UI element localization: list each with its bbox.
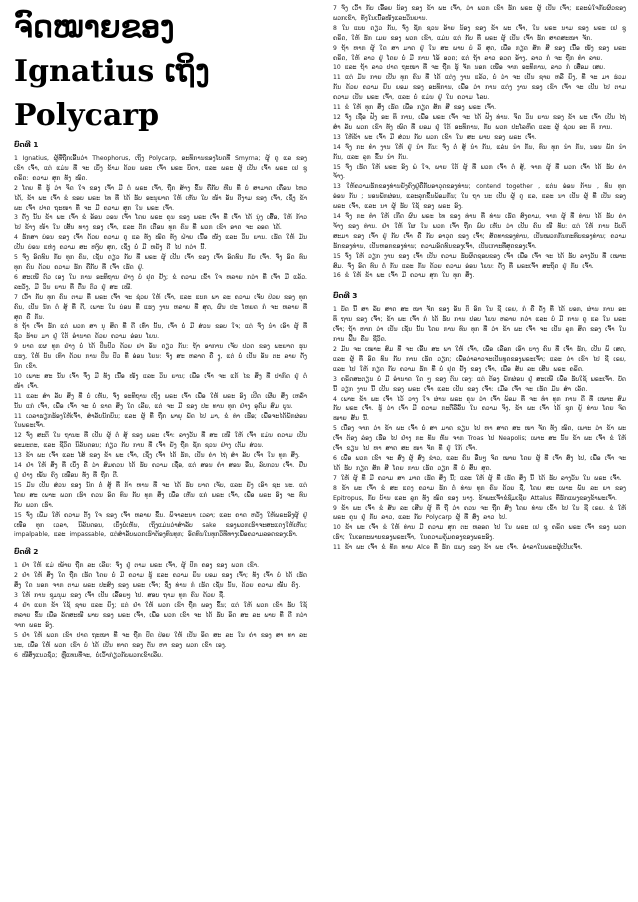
verse-paragraph: 3 ໃຫ້ ການ ຊຸມນຸມ ຂອງ ເຈົ້າ ເປັນ ເລື້ອຍໆ ໄປ. ສອບ ຖາມ ທຸກ ຄົນ ດ້ວຍ ຊື່. (14, 592, 225, 600)
verse-paragraph: 1 ຢ່າ ໃຫ້ ແມ່ ໝ້າຍ ຖືກ ລະ ເລີຍ: ຈົ່ງ ຢູ່ ຕາມ ພຣະ ເຈົ້າ, ຜູ້ ປົກ ຄອງ ຂອງ ພວກ ເຂົາ. (14, 562, 260, 570)
verse-paragraph: 5 ຈົ່ງ ອົດທົນ ກັບ ທຸກ ຄົນ, ເຊັ່ນ ດຽວ ກັບ ທີ່ ພຣະ ຜູ້ ເປັນ ເຈົ້າ ຂອງ ເຈົ້າ ອົດທົນ ກັບ ເຈົ້າ. ຈົ່ງ ອົດ ທົນ ທຸກ ຄົນ ດ້ວຍ ຄວາມ ຮັກ ຄືກັບ ທີ່ ເຈົ້າ ເຮັດ ຢູ່. (14, 254, 307, 271)
verse-paragraph: 11 ຂໍ ໃຫ້ ທຸກ ສິ່ງ ເຮັດ ເພື່ອ ກຽດ ສັກ ສີ ຂອງ ພຣະ ເຈົ້າ. (333, 104, 497, 112)
verse-paragraph: 9 ຂ້າ ພະ ເຈົ້າ ຂໍ ສັນ ລະ ເສີນ ຜູ້ ທີ່ ຖື ວ່າ ຄວນ ຈະ ຖືກ ສົ່ງ ໂດຍ ທ່ານ ເຂົ້າ ໄປ ໃນ ຊີ ເຣຍ. ຂໍ ໃຫ້ ພຣະ ຄຸນ ຢູ່ ກັບ ລາວ, ແລະ ກັບ Polycarp ຜູ້ ທີ່ ສົ່ງ ລາວ ໄປ. (333, 504, 626, 522)
left-column (14, 140, 307, 660)
right-column (333, 4, 626, 553)
verse-paragraph: 2 ໂດຍ ທີ່ ຮູ້ ວ່າ ຈິດ ໃຈ ຂອງ ເຈົ້າ ມີ ຕໍ່ ພຣະ ເຈົ້າ, ຖືກ ສ້າງ ຂຶ້ນ ຄືກັບ ຫີນ ທີ່ ບໍ່ ສາມາດ ເຄື່ອນ ໄຫວ ໄດ້, ຂ້າ ພະ ເຈົ້າ ຂໍ ຂອບ ພຣະ ໄທ ທີ່ ໄດ້ ຮັບ ອະນຸຍາດ ໃຫ້ ເຫັນ ໃບ ໜ້າ ອັນ ດີງາມ ຂອງ ເຈົ້າ, ເຊິ່ງ ຂ້າພະ ເຈົ້າ ປາດ ຖະໜາ ທີ່ ຈະ ມີ ຄວາມ ສຸກ ໃນ ພຣະ ເຈົ້າ. (14, 184, 307, 212)
verse-paragraph: 6 ເພື່ອ ພວກ ເຂົາ ຈະ ສົ່ງ ຜູ້ ສົ່ງ ຂ່າວ, ແລະ ຄົນ ອື່ນໆ ຈົດ ໝາຍ ໂດຍ ຜູ້ ທີ່ ເຈົ້າ ສົ່ງ ໄປ, ເພື່ອ ເຈົ້າ ຈະ ໄດ້ ຮັບ ກຽດ ສັກ ສີ ໂດຍ ການ ເຮັດ ວຽກ ທີ່ ບໍ່ ສິ້ນ ສຸດ. (333, 454, 626, 472)
verse-paragraph: 14 ຈົ່ງ ກະ ທຳ ໃຫ້ ເກີດ ຜົນ ພຣະ ໄທ ຂອງ ທ່ານ ທີ່ ທ່ານ ເຮັດ ສົງຄາມ, ຈາກ ຜູ້ ທີ່ ທ່ານ ໄດ້ ຮັບ ຄ່າ ຈ້າງ ຂອງ ທ່ານ. ຢ່າ ໃຫ້ ໃຜ ໃນ ພວກ ເຈົ້າ ຖືກ ພົບ ເຫັນ ວ່າ ເປັນ ຄົນ ໜີ ທັບ: ແຕ່ ໃຫ້ ການ ບັບຕິ ສະມາ ຂອງ ເຈົ້າ ຢູ່ ກັບ ເຈົ້າ ຄື ກັບ ອາວຸດ ຂອງ ເຈົ້າ; ສັດທາຂອງທ່ານ, ເປັນໝວກກັນກະທົບຂອງທ່ານ; ຄວາມຮັກຂອງທ່ານ, ເປັນຫອກຂອງທ່ານ; ຄວາມອົດທົນຂອງເຈົ້າ, ເປັນເກາະທີ່ສຸດຂອງເຈົ້າ. (333, 213, 626, 250)
verse-paragraph: 15 ມັນ ເປັນ ສ່ວນ ຂອງ ນັກ ຕໍ່ ສູ້ ທີ່ ກ້າ ຫານ ທີ່ ຈະ ໄດ້ ຮັບ ບາດ ເຈັບ, ແລະ ຍັງ ເອົາ ຊະ ນະ. ແຕ່ ໂດຍ ສະ ເພາະ ພວກ ເຮົາ ຄວນ ອົດ ທົນ ກັບ ທຸກ ສິ່ງ ເພື່ອ ເຫັນ ແກ່ ພຣະ ເຈົ້າ, ເພື່ອ ພຣະ ອົງ ຈະ ທົນ ກັບ ພວກ ເຮົາ. (14, 481, 307, 509)
verse-paragraph: 4 ຢ່າ ແຍກ ຂ້າ ໃຊ້ ຊາຍ ແລະ ຍິງ; ແຕ່ ຢ່າ ໃຫ້ ພວກ ເຂົາ ຖືກ ພອງ ຂຶ້ນ; ແຕ່ ໃຫ້ ພວກ ເຂົາ ຮັບ ໃຊ້ ຫລາຍ ຂຶ້ນ ເພື່ອ ລັດສະໝີ ພາບ ຂອງ ພຣະ ເຈົ້າ, ເພື່ອ ພວກ ເຂົາ ຈະ ໄດ້ ຮັບ ອິດ ສະ ລະ ພາບ ທີ່ ດີ ກວ່າ ຈາກ ພຣະ ອົງ. (14, 601, 307, 629)
verse-paragraph: 10 ຂ້າ ພະ ເຈົ້າ ຂໍ ໃຫ້ ທ່ານ ມີ ຄວາມ ສຸກ ຕະ ຫລອດ ໄປ ໃນ ພຣະ ເຢ ຊູ ຄຣິດ ພຣະ ເຈົ້າ ຂອງ ພວກ ເຮົາ; ໃນເອກະພາບຂອງພຣະເຈົ້າ, ໃນຄວາມຄຸ້ມຄອງຂອງພຣະອົງ. (333, 524, 626, 542)
chapter-heading: ບົດທີ 2 (14, 547, 39, 557)
chapter-heading: ບົດທີ 1 (14, 140, 39, 149)
verse-paragraph: 12 ຈົ່ງ ສະຕິ ໃນ ຖານະ ທີ່ ເປັນ ຜູ້ ຕໍ່ ສູ້ ຂອງ ພຣະ ເຈົ້າ: ລາງວັນ ທີ່ ສະ ເໜີ ໃຫ້ ເຈົ້າ ແມ່ນ ຄວາມ ເປັນ ອະມະຕະ, ແລະ ຊີວິດ ນິລັນດອນ; ກ່ຽວ ກັບ ການ ທີ່ ເຈົ້າ ຍັງ ຖືກ ຊັກ ຊວນ ຢ່າງ ເຕັມ ສ່ວນ. (14, 432, 307, 450)
chapter-2-continued (333, 4, 626, 281)
verse-paragraph: 16 ຂໍ ໃຫ້ ຂ້າ ພະ ເຈົ້າ ມີ ຄວາມ ສຸກ ໃນ ທຸກ ສິ່ງ. (333, 272, 475, 280)
verse-paragraph: 11 ແລະ ສຳ ລັບ ສິ່ງ ທີ່ ບໍ່ ເຫັນ, ຈົ່ງ ອະທິຖານ ເຖິງ ພຣະ ເຈົ້າ ເພື່ອ ໃຫ້ ພຣະ ອົງ ເປີດ ເຜີຍ ສິ່ງ ເຫລົ່າ ນັ້ນ ແກ່ ເຈົ້າ, ເພື່ອ ເຈົ້າ ຈະ ບໍ່ ຂາດ ສິ່ງ ໃດ ເລີຍ, ແຕ່ ຈະ ມີ ຂອງ ປະ ທານ ທຸກ ຢ່າງ ອຸດົມ ສົມ ບູນ. (14, 392, 307, 410)
verse-paragraph: 15 ຈົ່ງ ໃຫ້ ວຽກ ງານ ຂອງ ເຈົ້າ ເປັນ ຄວາມ ຮັບຜິດຊອບຂອງ ເຈົ້າ ເພື່ອ ເຈົ້າ ຈະ ໄດ້ ຮັບ ລາງວັນ ທີ່ ເໝາະ ສົມ. ຈົ່ງ ອົດ ທົນ ຕໍ່ ກັນ ແລະ ກັນ ດ້ວຍ ຄວາມ ອ່ອນ ໂຍນ: ດັ່ງ ທີ່ ພຣະເຈົ້າ ສະຖິດ ຢູ່ ກັບ ເຈົ້າ. (333, 252, 626, 270)
chapter-heading: ບົດທີ 3 (333, 291, 358, 301)
chapter-1 (14, 140, 307, 540)
verse-paragraph: 8 ຖ້າ ເຈົ້າ ຮັກ ແຕ່ ພວກ ສາ ນຸ ສິດ ທີ່ ດີ ເທົ່າ ນັ້ນ, ເຈົ້າ ບໍ່ ມີ ສ່ວນ ຂອບ ໃຈ; ແຕ່ ຈົ່ງ ນຳ ເອົາ ຜູ້ ທີ່ ຊົ່ວ ຮ້າຍ ມາ ຢູ່ ໃຕ້ ອຳນາດ ດ້ວຍ ຄວາມ ອ່ອນ ໂຍນ. (14, 323, 307, 341)
verse-paragraph: 10 ເພາະ ສະ ນັ້ນ ເຈົ້າ ຈຶ່ງ ມີ ທັງ ເນື້ອ ໜັງ ແລະ ວິນ ຍານ; ເພື່ອ ເຈົ້າ ຈະ ແກ້ ໄຂ ສິ່ງ ທີ່ ປາກົດ ຢູ່ ຕໍ່ ໜ້າ ເຈົ້າ. (14, 372, 307, 390)
verse-paragraph: 7 ເວົ້າ ກັບ ທຸກ ຄົນ ຕາມ ທີ່ ພຣະ ເຈົ້າ ຈະ ຊ່ວຍ ໃຫ້ ເຈົ້າ, ແລະ ແບກ ພາ ລະ ຄວາມ ເຈັບ ປ່ວຍ ຂອງ ທຸກ ຄົນ, ເປັນ ນັກ ຕໍ່ ສູ້ ທີ່ ດີ, ເພາະ ໃນ ບ່ອນ ທີ່ ແຮງ ງານ ຫລາຍ ທີ່ ສຸດ, ຜົນ ປະ ໂຫຍດ ກໍ ຈະ ຫລາຍ ທີ່ ສຸດ ຄື ກັນ. (14, 293, 307, 321)
verse-paragraph: 11 ຂ້າ ພະ ເຈົ້າ ຂໍ ທັກ ທາຍ Alce ທີ່ ຮັກ ແພງ ຂອງ ຂ້າ ພະ ເຈົ້າ. ອຳລາໃນພຣະຜູ້ເປັນເຈົ້າ. (333, 544, 583, 552)
verse-paragraph: 13 ໃຫ້ຄວາມຮັກຂອງທ່ານຍັງຄົງຢູ່ຄືກັບອາວຸດຂອງທ່ານ; contend together , ແຕ່ນ ອ່ອນ ກ້ານ , ທົນ ທຸກ ອ່ອນ ກັນ ; ນອນພັກຜ່ອນ, ແລະລຸກຂຶ້ນພ້ອມກັນ; ໃນ ຖາ ນະ ເປັນ ຜູ້ ດູ ແລ, ແລະ ນາ ເປັນ ຜູ້ ທີ່ ເປັນ ຂອງ ພຣະ ເຈົ້າ, ແລະ ນາ ຜູ້ ຮັບ ໃຊ້ ຂອງ ພຣະ ອົງ. (333, 183, 626, 211)
verse-paragraph: 5 ເນື່ອງ ຈາກ ວ່າ ຂ້າ ພະ ເຈົ້າ ບໍ່ ສາ ມາດ ຂຽນ ໄປ ຫາ ສາດ ສະ ໜາ ຈັກ ທັງ ໝົດ, ເພາະ ວ່າ ຂ້າ ພະ ເຈົ້າ ຕ້ອງ ລ່ອງ ເຮືອ ໄປ ຢ່າງ ກະ ທັນ ຫັນ ຈາກ Troas ໄປ Neapolis; ເພາະ ສະ ນັ້ນ ຂ້າ ພະ ເຈົ້າ ຂໍ ໃຫ້ ເຈົ້າ ຂຽນ ໄປ ຫາ ສາດ ສະ ໜາ ຈັກ ທີ່ ຢູ່ ໃກ້ ເຈົ້າ. (333, 425, 626, 453)
verse-paragraph: 15 ຈົ່ງ ເຮັດ ໃຫ້ ພຣະ ອົງ ພໍ ໃຈ, ພາຍ ໃຕ້ ຜູ້ ທີ່ ພວກ ເຈົ້າ ຕໍ່ ສູ້, ຈາກ ຜູ້ ທີ່ ພວກ ເຈົ້າ ໄດ້ ຮັບ ຄ່າ ຈ້າງ. (333, 163, 626, 181)
verse-paragraph: 9 ຖ້າ ຫາກ ຜູ້ ໃດ ສາ ມາດ ຢູ່ ໃນ ສະ ພາບ ບໍ ລິ ສຸດ, ເພື່ອ ກຽດ ສັກ ສີ ຂອງ ເນື້ອ ໜັງ ຂອງ ພຣະ ຄຣິດ, ໃຫ້ ລາວ ຢູ່ ໂດຍ ບໍ່ ມີ ການ ໂອ້ ອວດ; ແຕ່ ຖ້າ ລາວ ອວດ ອ້າງ, ລາວ ກໍ ຈະ ຖືກ ທຳ ລາຍ. (333, 44, 626, 62)
verse-paragraph: 1 Ignatius, ຜູ້ທີ່ຖືກເອີ້ນວ່າ Theophorus, ເຖິງ Polycarp, ອະທິການຂອງໂບດທີ່ Smyrna; ຜູ້ ດູ ແລ ຂອງ ເຂົາ ເຈົ້າ, ແຕ່ ແມ່ນ ທີ່ ຈະ ເບິ່ງ ຂ້າມ ດ້ວຍ ພຣະ ເຈົ້າ ພຣະ ບິດາ, ແລະ ພຣະ ຜູ້ ເປັນ ເຈົ້າ ພຣະ ເຢ ຊູ ຄຣິດ: ຄວາມ ສຸກ ທັງ ໝົດ. (14, 155, 307, 182)
verse-paragraph: 6 ໜີສິ່ງແນວຊົ່ວ; ຫຼືແທນທີ່ຈະ, ບໍ່ເວົ້າກ່ຽວກັບພວກເຂົາເລີຍ. (14, 651, 164, 659)
verse-paragraph: 3 ຄຣິດສະຕຽນ ບໍ່ ມີ ອຳນາດ ໃດ ໆ ຂອງ ຕົນ ເອງ: ແຕ່ ຕ້ອງ ພັກຜ່ອນ ຢູ່ ສະເໝີ ເພື່ອ ຮັບໃຊ້ ພຣະເຈົ້າ. ບັດ ນີ້ ວຽກ ງານ ນີ້ ເປັນ ຂອງ ພຣະ ເຈົ້າ ແລະ ເປັນ ຂອງ ເຈົ້າ: ເມື່ອ ເຈົ້າ ຈະ ເຮັດ ມັນ ສຳ ເລັດ. (333, 375, 626, 393)
verse-paragraph: 3 ດັ່ງ ນັ້ນ ຂ້າ ພະ ເຈົ້າ ຂໍ ອ້ອນ ວອນ ເຈົ້າ ໂດຍ ພຣະ ຄຸນ ຂອງ ພຣະ ເຈົ້າ ທີ່ ເຈົ້າ ໄດ້ ນຸ່ງ ເສື້ອ, ໃຫ້ ກ້າວ ໄປ ຂ້າງ ໜ້າ ໃນ ເສັ້ນ ທາງ ຂອງ ເຈົ້າ, ແລະ ຕັກ ເຕືອນ ທຸກ ຄົນ ທີ່ ພວກ ເຂົາ ອາດ ຈະ ລອດ ໄດ້. (14, 214, 307, 232)
verse-paragraph: 5 ຢ່າ ໃຫ້ ພວກ ເຂົາ ປາດ ຖະໜາ ທີ່ ຈະ ຖືກ ປົດ ປ່ອຍ ໃຫ້ ເປັນ ອິດ ສະ ລະ ໃນ ຄ່າ ຂອງ ສາ ທາ ລະ ນະ, ເພື່ອ ໃຫ້ ພວກ ເຂົາ ບໍ່ ໄດ້ ເປັນ ທາດ ຂອງ ຕັນ ຫາ ຂອງ ພວກ ເຂົາ ເອງ. (14, 631, 307, 649)
chapter-3 (333, 291, 626, 553)
verse-paragraph: 4 ເພາະ ຂ້າ ພະ ເຈົ້າ ໄວ້ ວາງ ໃຈ ຜ່ານ ພຣະ ຄຸນ ວ່າ ເຈົ້າ ພ້ອມ ທີ່ ຈະ ທຳ ທຸກ ການ ດີ ທີ່ ເໝາະ ສົມ ກັບ ພຣະ ເຈົ້າ. ຮູ້ ວ່າ ເຈົ້າ ມີ ຄວາມ ກະຕືລືລົ້ນ ໃນ ຄວາມ ຈິງ, ຂ້າ ພະ ເຈົ້າ ໄດ້ ຊຸກ ຍູ້ ທ່ານ ໂດຍ ຈົດ ໝາຍ ສັ້ນ ນີ້. (333, 395, 626, 423)
verse-paragraph: 11 ເວລາຮຽກຮ້ອງໃຫ້ເຈົ້າ, ສຳລັບນັກບິນ; ແລະ ຜູ້ ທີ່ ຖືກ ພາຍຸ ພັດ ໄປ ມາ, ຂໍ ທ່າ ເຮືອ; ເພື່ອຈະໄດ້ພັກຜ່ອນໃນພຣະເຈົ້າ. (14, 412, 307, 430)
verse-paragraph: 14 ຢ່າ ໃຫ້ ສິ່ງ ທີ່ ເບິ່ງ ຄື ວ່າ ສົມຄວນ ໄດ້ ຮັບ ຄວາມ ເຊື່ອ, ແຕ່ ສອນ ຄຳ ສອນ ອື່ນ, ລົບກວນ ເຈົ້າ. ຢືນ ຢູ່ ຢ່າງ ໝັ້ນ ຄົງ ເໝືອນ ທັ່ງ ທີ່ ຖືກ ຕີ. (14, 462, 307, 479)
verse-paragraph: 11 ແຕ່ ມັນ ກາຍ ເປັນ ທຸກ ຄົນ ທີ່ ໄດ້ ແຕ່ງ ງານ ແລ້ວ, ບໍ່ ວ່າ ຈະ ເປັນ ຊາຍ ຫລື ຍິງ, ທີ່ ຈະ ມາ ຮ່ວມ ກັນ ດ້ວຍ ຄວາມ ຍິນ ຍອມ ຂອງ ອະທິການ, ເພື່ອ ວ່າ ການ ແຕ່ງ ງານ ຂອງ ເຂົາ ເຈົ້າ ຈະ ເປັນ ໄປ ຕາມ ຄວາມ ເປັນ ພຣະ ເຈົ້າ, ແລະ ບໍ່ ແມ່ນ ຢູ່ ໃນ ຄວາມ ໂລບ. (333, 74, 626, 102)
verse-paragraph: 13 ໃຫ້ຂ້າ ພະ ເຈົ້າ ມີ ສ່ວນ ກັບ ພວກ ເຂົາ ໃນ ສະ ພາບ ຂອງ ພຣະ ເຈົ້າ. (333, 133, 537, 141)
verse-paragraph: 2 ມັນ ຈະ ເໝາະ ສົມ ທີ່ ຈະ ເອີ້ນ ສະ ພາ ໃຫ້ ເຈົ້າ, ເພື່ອ ເລືອກ ເອົາ ບາງ ຄົນ ທີ່ ເຈົ້າ ຮັກ, ເປັນ ພິ ເສດ, ແລະ ຜູ້ ທີ່ ອົດ ທົນ ກັບ ການ ເຮັດ ວຽກ; ເພື່ອວ່າລາວຈະເປັນທູດຂອງພຣະເຈົ້າ; ແລະ ວ່າ ເຂົາ ໄປ ຊີ ເຣຍ, ແລະ ໄປ ໃຫ້ ກຽດ ກັບ ຄວາມ ຮັກ ທີ່ ບໍ່ ຢຸດ ຢັ້ງ ຂອງ ເຈົ້າ, ເພື່ອ ສັນ ລະ ເສີນ ພຣະ ຄຣິດ. (333, 346, 626, 373)
verse-paragraph: 2 ຢ່າ ໃຫ້ ສິ່ງ ໃດ ຖືກ ເຮັດ ໂດຍ ບໍ່ ມີ ຄວາມ ຮູ້ ແລະ ຄວາມ ຍິນ ຍອມ ຂອງ ເຈົ້າ; ທັງ ເຈົ້າ ບໍ່ ໄດ້ ເຮັດ ສິ່ງ ໃດ ນອກ ຈາກ ຕາມ ພຣະ ປະສົງ ຂອງ ພຣະ ເຈົ້າ; ຊຶ່ງ ທ່ານ ກໍ ເຮັດ ເຊັ່ນ ນັ້ນ, ດ້ວຍ ຄວາມ ໝັ້ນ ຄົງ. (14, 572, 307, 590)
verse-paragraph: 14 ຈົ່ງ ກະ ທຳ ງານ ໃຫ້ ຢູ່ ນຳ ກັນ: ຈົ່ງ ຕໍ່ ສູ້ ນຳ ກັນ, ແລ່ນ ນຳ ກັນ, ທົນ ທຸກ ນຳ ກັນ, ນອນ ພັກ ນຳ ກັນ, ແລະ ລຸກ ຂຶ້ນ ນຳ ກັນ. (333, 143, 626, 161)
verse-paragraph: 8 ຂ້າ ພະ ເຈົ້າ ຂໍ ສະ ແດງ ຄວາມ ຮັກ ຕໍ່ ທ່ານ ທຸກ ຄົນ ດ້ວຍ ຊື່, ໂດຍ ສະ ເພາະ ພັນ ລະ ຍາ ຂອງ Epitropus, ກັບ ບ້ານ ແລະ ລູກ ທັງ ໝົດ ຂອງ ນາງ. ຂ້າພະເຈົ້າຂໍຊົມເຊີຍ Attalus ທີ່ຮັກແພງຂອງຂ້າພະເຈົ້າ. (333, 484, 626, 502)
verse-paragraph: 8 ໃນ ແບບ ດຽວ ກັນ, ຈົ່ງ ຊັກ ຊວນ ອ້າຍ ນ້ອງ ຂອງ ຂ້າ ພະ ເຈົ້າ, ໃນ ພຣະ ນາມ ຂອງ ພຣະ ເຢ ຊູ ຄຣິດ, ໃຫ້ ຮັກ ເມຍ ຂອງ ພວກ ເຂົາ, ແມ່ນ ແຕ່ ກັບ ທີ່ ພຣະ ຜູ້ ເປັນ ເຈົ້າ ຮັກ ສາດສະໜາ ຈັກ. (333, 24, 626, 42)
verse-paragraph: 6 ສະເໜີ ຕົວ ເອງ ໃນ ການ ອະທິຖານ ຢ່າງ ບໍ່ ຢຸດ ຢັ້ງ; ຂໍ ຄວາມ ເຂົ້າ ໃຈ ຫລາຍ ກວ່າ ທີ່ ເຈົ້າ ມີ ແລ້ວ. ລະວັງ, ມີ ວິນ ຍານ ທີ່ ຕື່ນ ຕົວ ຢູ່ ສະ ເໝີ. (14, 273, 307, 291)
chapter-2 (14, 547, 307, 660)
verse-paragraph: 1 ບັດ ນີ້ ສາ ລັບ ສາດ ສະ ໜາ ຈັກ ຂອງ ອັນ ຕິ ອົກ ໃນ ຊີ ເຣຍ, ກໍ ຄື ດັ່ງ ທີ່ ໄດ້ ບອກ, ຜ່ານ ການ ອະ ທິ ຖານ ຂອງ ເຈົ້າ; ຂ້າ ພະ ເຈົ້າ ກໍ ໄດ້ ຮັບ ການ ປອບ ໂຍນ ຫລາຍ ກວ່າ ແລະ ບໍ່ ມີ ການ ດູ ແລ ໃນ ພຣະ ເຈົ້າ; ຖ້າ ຫາກ ວ່າ ເປັນ ເຊັ່ນ ນັ້ນ ໂດຍ ການ ທົນ ທຸກ ທີ່ ວ່າ ຂ້າ ພະ ເຈົ້າ ຈະ ເປັນ ລູກ ສິດ ຂອງ ເຈົ້າ ໃນ ການ ຟື້ນ ຄືນ ຊີວິດ. (333, 306, 626, 344)
verse-paragraph: 7 ໃຫ້ ຜູ້ ທີ່ ມີ ຄວາມ ສາ ມາດ ເຮັດ ສິ່ງ ນີ້; ແລະ ໃຫ້ ຜູ້ ທີ່ ເຮັດ ສິ່ງ ນີ້ ໄດ້ ຮັບ ລາງວັນ ໃນ ພຣະ ເຈົ້າ. (333, 474, 622, 482)
verse-paragraph: 13 ຂ້າ ພະ ເຈົ້າ ແລະ ໂສ້ ຂອງ ຂ້າ ພະ ເຈົ້າ, ເຊິ່ງ ເຈົ້າ ໄດ້ ຮັກ, ເປັນ ຄ່າ ໄຖ່ ສຳ ລັບ ເຈົ້າ ໃນ ທຸກ ສິ່ງ. (14, 452, 300, 460)
verse-paragraph: 10 ແລະ ຖ້າ ລາວ ປາດ ຖະໜາ ທີ່ ຈະ ຖືກ ຮູ້ ຈັກ ນອກ ເໜືອ ຈາກ ອະທິການ, ລາວ ກໍ ເສື່ອມ ເສຍ. (333, 64, 606, 72)
verse-paragraph: 7 ຈົ່ງ ເວົ້າ ກັບ ເອື້ອຍ ນ້ອງ ຂອງ ຂ້າ ພະ ເຈົ້າ, ວ່າ ພວກ ເຂົາ ຮັກ ພຣະ ຜູ້ ເປັນ ເຈົ້າ; ແລະພໍໃຈກັບຜົວຂອງພວກເຂົາ, ທັງໃນເນື້ອໜັງແລະວິນຍານ. (333, 5, 626, 22)
verse-paragraph: 9 ບາດ ແຜ ທຸກ ຢ່າງ ບໍ່ ໄດ້ ປິ່ນປົວ ດ້ວຍ ຢາ ອັນ ດຽວ ກັນ: ຖ້າ ອາການ ເຈັບ ປວດ ຂອງ ພະຍາດ ຮຸນ ແຮງ, ໃຫ້ ບັນ ເທົາ ດ້ວຍ ການ ປິ່ນ ປົວ ທີ່ ອ່ອນ ໂຍນ: ຈົ່ງ ສະ ຫລາດ ຄື ງູ, ແຕ່ ບໍ່ ເປັນ ອັນ ຕະ ລາຍ ດັ່ງ ນົກ ເຂົາ. (14, 343, 307, 371)
document-title: ຈົດໝາຍຂອງ Ignatius ເຖິງ Polycarp (14, 10, 210, 133)
verse-paragraph: 12 ຈົ່ງ ເຊື່ອ ຟັງ ອະ ທິ ການ, ເພື່ອ ພຣະ ເຈົ້າ ຈະ ໄດ້ ຟັງ ທ່ານ. ຈິດ ວິນ ຍານ ຂອງ ຂ້າ ພະ ເຈົ້າ ເປັນ ໄຖ່ ສຳ ລັບ ພວກ ເຂົາ ທັງ ໝົດ ທີ່ ຍອມ ຢູ່ ໃຕ້ ອະທິການ, ກັບ ພວກ ປະໂລຫິດ ແລະ ຜູ້ ຊ່ວຍ ອະ ທິ ການ. (333, 113, 626, 131)
verse-paragraph: 15 ຈົ່ງ ເພີ່ມ ໃຫ້ ຄວາມ ຕັ້ງ ໃຈ ຂອງ ເຈົ້າ ຫລາຍ ຂຶ້ນ. ພິຈາລະນາ ເວລາ; ແລະ ຄາດ ຫວັງ ໃຫ້ພຣະອົງຜູ້ ຢູ່ເໜືອ ທຸກ ເວລາ, ນິລັນດອນ, ເບິ່ງບໍ່ເຫັນ, ເຖິງແມ່ນວ່າສຳລັບ sake ຂອງພວກເຮົາຈະສະແດງໃຫ້ເຫັນ; impalpable, ແລະ impassable, ແຕ່ສຳລັບພວກເຮົາຕ້ອງທົນທຸກ; ອົດທົນໃນທຸກວິທີທາງເພື່ອຄວາມລອດຂອງເຮົາ. (14, 511, 307, 539)
verse-paragraph: 4 ຮັກສາ ບ່ອນ ຂອງ ເຈົ້າ ດ້ວຍ ຄວາມ ດູ ແລ ທັງ ໝົດ ທັງ ຝ່າຍ ເນື້ອ ໜັງ ແລະ ວິນ ຍານ. ເຮັດ ໃຫ້ ມັນ ເປັນ ບ່ອນ ແຫ່ງ ຄວາມ ສະ ຫງົບ ສຸກ, ເຊິ່ງ ບໍ່ ມີ ຫຍັງ ດີ ໄປ ກວ່າ ນີ້. (14, 234, 307, 252)
